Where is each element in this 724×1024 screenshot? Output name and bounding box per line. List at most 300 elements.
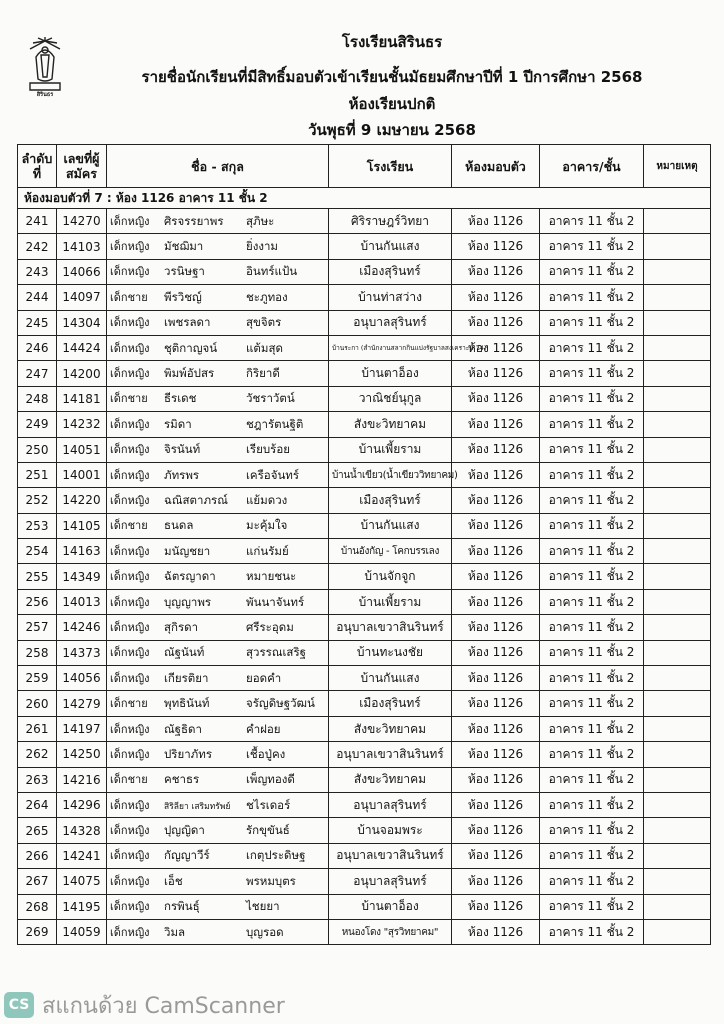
applicant-number: 14059 xyxy=(57,919,107,944)
table-row xyxy=(18,386,711,411)
previous-school: บ้านท่าสว่าง xyxy=(329,285,452,310)
enrollment-room: ห้อง 1126 xyxy=(452,361,540,386)
remark xyxy=(644,767,711,792)
last-name: บุญรอด xyxy=(246,924,284,939)
applicant-number: 14373 xyxy=(57,640,107,665)
previous-school: บ้านกันแสง xyxy=(329,234,452,259)
last-name: ชไรเดอร์ xyxy=(246,797,291,812)
enrollment-room: ห้อง 1126 xyxy=(452,691,540,716)
remark xyxy=(644,589,711,614)
table-row xyxy=(18,310,711,335)
remark xyxy=(644,691,711,716)
applicant-number: 14200 xyxy=(57,361,107,386)
building-floor: อาคาร 11 ชั้น 2 xyxy=(540,894,644,919)
applicant-number: 14232 xyxy=(57,412,107,437)
name-prefix: เด็กหญิง xyxy=(110,544,150,558)
remark xyxy=(644,792,711,817)
last-name: กิริยาดี xyxy=(246,366,280,381)
first-name: กรพินธุ์ xyxy=(164,899,200,914)
student-name xyxy=(107,589,329,614)
row-number: 253 xyxy=(18,513,57,538)
building-floor: อาคาร 11 ชั้น 2 xyxy=(540,742,644,767)
first-name: ณัฐนันท์ xyxy=(164,645,205,660)
name-prefix: เด็กหญิง xyxy=(110,925,150,939)
last-name: รักขุขันธ์ xyxy=(246,823,290,838)
student-name xyxy=(107,335,329,360)
student-name xyxy=(107,843,329,868)
col-header-no: ลำดับที่ xyxy=(18,145,57,188)
table-row xyxy=(18,742,711,767)
previous-school: บ้านตาอ็อง xyxy=(329,894,452,919)
row-number: 255 xyxy=(18,564,57,589)
previous-school: บ้านจอมพระ xyxy=(329,818,452,843)
name-prefix: เด็กชาย xyxy=(110,773,148,787)
first-name: เกียรติยา xyxy=(164,670,209,685)
last-name: แก่นรัมย์ xyxy=(246,543,289,558)
previous-school: สังขะวิทยาคม xyxy=(329,412,452,437)
building-floor: อาคาร 11 ชั้น 2 xyxy=(540,818,644,843)
previous-school: อนุบาลสุรินทร์ xyxy=(329,310,452,335)
student-name xyxy=(107,361,329,386)
enrollment-room: ห้อง 1126 xyxy=(452,615,540,640)
building-floor: อาคาร 11 ชั้น 2 xyxy=(540,716,644,741)
applicant-number: 14056 xyxy=(57,666,107,691)
name-prefix: เด็กชาย xyxy=(110,392,148,406)
applicant-number: 14103 xyxy=(57,234,107,259)
student-name xyxy=(107,437,329,462)
remark xyxy=(644,437,711,462)
last-name: อินทร์แป้น xyxy=(246,264,298,279)
remark xyxy=(644,615,711,640)
building-floor: อาคาร 11 ชั้น 2 xyxy=(540,843,644,868)
enrollment-room: ห้อง 1126 xyxy=(452,666,540,691)
enrollment-room: ห้อง 1126 xyxy=(452,843,540,868)
remark xyxy=(644,513,711,538)
enrollment-room: ห้อง 1126 xyxy=(452,894,540,919)
student-name xyxy=(107,564,329,589)
remark xyxy=(644,234,711,259)
first-name: เพชรลดา xyxy=(164,315,211,330)
last-name: ยิ่งงาม xyxy=(246,239,279,254)
student-table xyxy=(17,144,711,945)
remark xyxy=(644,742,711,767)
remark xyxy=(644,335,711,360)
enrollment-room: ห้อง 1126 xyxy=(452,259,540,284)
building-floor: อาคาร 11 ชั้น 2 xyxy=(540,513,644,538)
student-name xyxy=(107,742,329,767)
name-prefix: เด็กหญิง xyxy=(110,798,150,812)
remark xyxy=(644,640,711,665)
previous-school: บ้านทะนงชัย xyxy=(329,640,452,665)
row-number: 248 xyxy=(18,386,57,411)
enrollment-room: ห้อง 1126 xyxy=(452,513,540,538)
first-name: ชุติกาญจน์ xyxy=(164,340,218,355)
student-name xyxy=(107,640,329,665)
name-prefix: เด็กหญิง xyxy=(110,341,150,355)
building-floor: อาคาร 11 ชั้น 2 xyxy=(540,615,644,640)
table-row xyxy=(18,437,711,462)
remark xyxy=(644,894,711,919)
student-name xyxy=(107,716,329,741)
name-prefix: เด็กชาย xyxy=(110,290,148,304)
student-name xyxy=(107,462,329,487)
name-prefix: เด็กชาย xyxy=(110,519,148,533)
first-name: ภัทรพร xyxy=(164,467,200,482)
building-floor: อาคาร 11 ชั้น 2 xyxy=(540,209,644,234)
page-title: รายชื่อนักเรียนที่มีสิทธิ์มอบตัวเข้าเรียนชั้นมัธยมศึกษาปีที่ 1 ปีการศึกษา 2568 xyxy=(141,68,643,86)
previous-school: อนุบาลเขวาสินรินทร์ xyxy=(329,843,452,868)
remark xyxy=(644,361,711,386)
previous-school: ศิริราษฎร์วิทยา xyxy=(329,209,452,234)
last-name: เรียบร้อย xyxy=(246,442,290,457)
applicant-number: 14424 xyxy=(57,335,107,360)
row-number: 252 xyxy=(18,488,57,513)
building-floor: อาคาร 11 ชั้น 2 xyxy=(540,437,644,462)
first-name: ธนดล xyxy=(164,518,194,533)
col-header-building: อาคาร/ชั้น xyxy=(540,145,644,188)
name-prefix: เด็กหญิง xyxy=(110,747,150,761)
building-floor: อาคาร 11 ชั้น 2 xyxy=(540,919,644,944)
row-number: 261 xyxy=(18,716,57,741)
table-row xyxy=(18,513,711,538)
name-prefix: เด็กหญิง xyxy=(110,671,150,685)
previous-school: เมืองสุรินทร์ xyxy=(329,691,452,716)
col-header-school: โรงเรียน xyxy=(329,145,452,188)
row-number: 247 xyxy=(18,361,57,386)
previous-school: อนุบาลสุรินทร์ xyxy=(329,792,452,817)
applicant-number: 14246 xyxy=(57,615,107,640)
previous-school: บ้านกันแสง xyxy=(329,513,452,538)
enrollment-room: ห้อง 1126 xyxy=(452,792,540,817)
table-row xyxy=(18,615,711,640)
previous-school: อนุบาลเขวาสินรินทร์ xyxy=(329,742,452,767)
last-name: พรหมบุตร xyxy=(246,873,296,888)
student-name xyxy=(107,666,329,691)
building-floor: อาคาร 11 ชั้น 2 xyxy=(540,691,644,716)
student-name xyxy=(107,767,329,792)
last-name: สุขจิตร xyxy=(246,315,282,330)
student-name xyxy=(107,792,329,817)
previous-school: หนองโดง "สุรวิทยาคม" xyxy=(329,919,452,944)
table-row xyxy=(18,209,711,234)
last-name: เพ็ญทองดี xyxy=(246,772,295,787)
school-name: โรงเรียนสิรินธร xyxy=(341,33,443,51)
table-row xyxy=(18,285,711,310)
col-header-name: ชื่อ - สกุล xyxy=(107,145,329,188)
enrollment-room: ห้อง 1126 xyxy=(452,234,540,259)
col-header-room: ห้องมอบตัว xyxy=(452,145,540,188)
last-name: จรัญดิษฐวัฒน์ xyxy=(246,696,315,711)
name-prefix: เด็กชาย xyxy=(110,697,148,711)
name-prefix: เด็กหญิง xyxy=(110,265,150,279)
row-number: 243 xyxy=(18,259,57,284)
table-row xyxy=(18,539,711,564)
remark xyxy=(644,488,711,513)
remark xyxy=(644,285,711,310)
first-name: พิมพ์อัปสร xyxy=(164,366,215,381)
row-number: 264 xyxy=(18,792,57,817)
last-name: ไชยยา xyxy=(246,899,280,914)
row-number: 242 xyxy=(18,234,57,259)
last-name: เครือจันทร์ xyxy=(246,467,300,482)
table-row xyxy=(18,640,711,665)
first-name: มนัญชยา xyxy=(164,543,211,558)
student-name xyxy=(107,869,329,894)
previous-school: บ้านตาอ็อง xyxy=(329,361,452,386)
table-row xyxy=(18,361,711,386)
first-name: ศิรจรรยาพร xyxy=(164,213,224,228)
table-row xyxy=(18,564,711,589)
applicant-number: 14349 xyxy=(57,564,107,589)
applicant-number: 14075 xyxy=(57,869,107,894)
first-name: ณัฐธิดา xyxy=(164,721,202,736)
first-name: คชาธร xyxy=(164,772,200,787)
previous-school: บ้านกันแสง xyxy=(329,666,452,691)
student-name xyxy=(107,285,329,310)
building-floor: อาคาร 11 ชั้น 2 xyxy=(540,666,644,691)
camscanner-icon: CS xyxy=(4,992,34,1018)
student-name xyxy=(107,539,329,564)
previous-school: บ้านระกา (สำนักงานสลากกินแบ่งรัฐบาลสงเคราะห์ 74) xyxy=(329,335,452,360)
remark xyxy=(644,412,711,437)
row-number: 258 xyxy=(18,640,57,665)
enrollment-room: ห้อง 1126 xyxy=(452,716,540,741)
name-prefix: เด็กหญิง xyxy=(110,874,150,888)
applicant-number: 14279 xyxy=(57,691,107,716)
student-name xyxy=(107,818,329,843)
last-name: ชะภูทอง xyxy=(246,289,288,304)
enrollment-room: ห้อง 1126 xyxy=(452,869,540,894)
building-floor: อาคาร 11 ชั้น 2 xyxy=(540,234,644,259)
row-number: 265 xyxy=(18,818,57,843)
table-row xyxy=(18,767,711,792)
last-name: หมายชนะ xyxy=(246,569,297,584)
name-prefix: เด็กหญิง xyxy=(110,316,150,330)
first-name: พีรวิชญ์ xyxy=(164,289,202,304)
building-floor: อาคาร 11 ชั้น 2 xyxy=(540,259,644,284)
previous-school: อนุบาลสุรินทร์ xyxy=(329,869,452,894)
enrollment-room: ห้อง 1126 xyxy=(452,209,540,234)
name-prefix: เด็กหญิง xyxy=(110,443,150,457)
student-name xyxy=(107,310,329,335)
previous-school: เมืองสุรินทร์ xyxy=(329,488,452,513)
row-number: 254 xyxy=(18,539,57,564)
enrollment-room: ห้อง 1126 xyxy=(452,462,540,487)
enrollment-room: ห้อง 1126 xyxy=(452,386,540,411)
name-prefix: เด็กหญิง xyxy=(110,722,150,736)
remark xyxy=(644,666,711,691)
row-number: 244 xyxy=(18,285,57,310)
building-floor: อาคาร 11 ชั้น 2 xyxy=(540,386,644,411)
last-name: แย้มดวง xyxy=(246,492,288,507)
enrollment-room: ห้อง 1126 xyxy=(452,640,540,665)
row-number: 262 xyxy=(18,742,57,767)
applicant-number: 14163 xyxy=(57,539,107,564)
report-date: วันพุธที่ 9 เมษายน 2568 xyxy=(308,121,476,139)
table-row xyxy=(18,792,711,817)
previous-school: สังขะวิทยาคม xyxy=(329,767,452,792)
last-name: ยอดคำ xyxy=(246,670,282,685)
first-name: มัชฌิมา xyxy=(164,239,204,254)
applicant-number: 14304 xyxy=(57,310,107,335)
table-row xyxy=(18,335,711,360)
building-floor: อาคาร 11 ชั้น 2 xyxy=(540,564,644,589)
name-prefix: เด็กหญิง xyxy=(110,214,150,228)
applicant-number: 14197 xyxy=(57,716,107,741)
previous-school: บ้านอังกัญ - โคกบรรเลง xyxy=(329,539,452,564)
row-number: 249 xyxy=(18,412,57,437)
table-row xyxy=(18,666,711,691)
applicant-number: 14195 xyxy=(57,894,107,919)
table-row xyxy=(18,462,711,487)
last-name: แต้มสุด xyxy=(246,340,283,355)
enrollment-room: ห้อง 1126 xyxy=(452,437,540,462)
remark xyxy=(644,259,711,284)
first-name: ธีรเดช xyxy=(164,391,197,406)
row-number: 267 xyxy=(18,869,57,894)
table-row xyxy=(18,894,711,919)
first-name: พุทธินันท์ xyxy=(164,696,210,711)
enrollment-room: ห้อง 1126 xyxy=(452,285,540,310)
student-name xyxy=(107,513,329,538)
applicant-number: 14097 xyxy=(57,285,107,310)
enrollment-room: ห้อง 1126 xyxy=(452,310,540,335)
building-floor: อาคาร 11 ชั้น 2 xyxy=(540,640,644,665)
remark xyxy=(644,539,711,564)
row-number: 256 xyxy=(18,589,57,614)
col-header-note: หมายเหตุ xyxy=(644,145,711,188)
building-floor: อาคาร 11 ชั้น 2 xyxy=(540,767,644,792)
name-prefix: เด็กหญิง xyxy=(110,570,150,584)
table-row xyxy=(18,919,711,944)
row-number: 241 xyxy=(18,209,57,234)
applicant-number: 14250 xyxy=(57,742,107,767)
remark xyxy=(644,564,711,589)
last-name: ศรีระอุดม xyxy=(246,619,294,634)
building-floor: อาคาร 11 ชั้น 2 xyxy=(540,412,644,437)
last-name: สุภิษะ xyxy=(246,213,275,228)
remark xyxy=(644,209,711,234)
watermark-text: สแกนด้วย CamScanner xyxy=(42,993,285,1019)
table-row xyxy=(18,488,711,513)
camscanner-watermark xyxy=(4,988,394,1022)
row-number: 250 xyxy=(18,437,57,462)
building-floor: อาคาร 11 ชั้น 2 xyxy=(540,310,644,335)
table-row xyxy=(18,869,711,894)
first-name: วิมล xyxy=(164,924,186,939)
remark xyxy=(644,462,711,487)
name-prefix: เด็กหญิง xyxy=(110,468,150,482)
enrollment-room: ห้อง 1126 xyxy=(452,564,540,589)
building-floor: อาคาร 11 ชั้น 2 xyxy=(540,869,644,894)
student-name xyxy=(107,615,329,640)
row-number: 260 xyxy=(18,691,57,716)
applicant-number: 14270 xyxy=(57,209,107,234)
applicant-number: 14328 xyxy=(57,818,107,843)
name-prefix: เด็กหญิง xyxy=(110,646,150,660)
building-floor: อาคาร 11 ชั้น 2 xyxy=(540,462,644,487)
applicant-number: 14296 xyxy=(57,792,107,817)
last-name: พันนาจันทร์ xyxy=(246,594,305,609)
previous-school: บ้านเพี้ยราม xyxy=(329,589,452,614)
previous-school: บ้านน้ำเขียว(น้ำเขียววิทยาคม) xyxy=(329,462,452,487)
table-row xyxy=(18,234,711,259)
enrollment-room: ห้อง 1126 xyxy=(452,335,540,360)
first-name: บุญญาพร xyxy=(164,594,212,609)
previous-school: อนุบาลเขวาสินรินทร์ xyxy=(329,615,452,640)
row-number: 259 xyxy=(18,666,57,691)
first-name: กัญญาวีร์ xyxy=(164,848,210,863)
student-name xyxy=(107,234,329,259)
name-prefix: เด็กหญิง xyxy=(110,849,150,863)
last-name: เชื้อปู่คง xyxy=(246,746,286,761)
logo-caption: สิรินธร xyxy=(36,92,54,98)
enrollment-room: ห้อง 1126 xyxy=(452,488,540,513)
table-row xyxy=(18,716,711,741)
applicant-number: 14001 xyxy=(57,462,107,487)
applicant-number: 14066 xyxy=(57,259,107,284)
student-name xyxy=(107,412,329,437)
first-name: สุกิรดา xyxy=(164,619,199,634)
first-name: ฉณิสตาภรณ์ xyxy=(164,492,228,507)
row-number: 251 xyxy=(18,462,57,487)
remark xyxy=(644,310,711,335)
row-number: 246 xyxy=(18,335,57,360)
first-name: ฉัตรญาดา xyxy=(164,569,216,584)
previous-school: บ้านเพี้ยราม xyxy=(329,437,452,462)
applicant-number: 14105 xyxy=(57,513,107,538)
building-floor: อาคาร 11 ชั้น 2 xyxy=(540,335,644,360)
first-name: จิรนันท์ xyxy=(164,442,201,457)
remark xyxy=(644,818,711,843)
row-number: 245 xyxy=(18,310,57,335)
enrollment-room: ห้อง 1126 xyxy=(452,767,540,792)
applicant-number: 14013 xyxy=(57,589,107,614)
enrollment-room: ห้อง 1126 xyxy=(452,589,540,614)
applicant-number: 14220 xyxy=(57,488,107,513)
last-name: เกตุประดิษฐ xyxy=(246,848,306,863)
remark xyxy=(644,843,711,868)
last-name: สุวรรณเสริฐ xyxy=(246,645,306,660)
enrollment-room: ห้อง 1126 xyxy=(452,412,540,437)
section-label: ห้องมอบตัวที่ 7 : ห้อง 1126 อาคาร 11 ชั้น 2 xyxy=(18,188,711,209)
last-name: ชฎารัตนฐิติ xyxy=(246,416,304,431)
remark xyxy=(644,869,711,894)
table-row xyxy=(18,843,711,868)
table-row xyxy=(18,691,711,716)
building-floor: อาคาร 11 ชั้น 2 xyxy=(540,488,644,513)
previous-school: บ้านจักจูก xyxy=(329,564,452,589)
name-prefix: เด็กหญิง xyxy=(110,824,150,838)
first-name: เอ็ช xyxy=(164,873,183,888)
name-prefix: เด็กหญิง xyxy=(110,367,150,381)
student-name xyxy=(107,488,329,513)
applicant-number: 14241 xyxy=(57,843,107,868)
table-row xyxy=(18,412,711,437)
previous-school: เมืองสุรินทร์ xyxy=(329,259,452,284)
first-name: รมิดา xyxy=(164,416,192,431)
page-subtitle: ห้องเรียนปกติ xyxy=(348,95,436,113)
applicant-number: 14051 xyxy=(57,437,107,462)
row-number: 266 xyxy=(18,843,57,868)
student-name xyxy=(107,919,329,944)
enrollment-room: ห้อง 1126 xyxy=(452,919,540,944)
student-name xyxy=(107,209,329,234)
table-row xyxy=(18,818,711,843)
applicant-number: 14181 xyxy=(57,386,107,411)
row-number: 257 xyxy=(18,615,57,640)
row-number: 268 xyxy=(18,894,57,919)
